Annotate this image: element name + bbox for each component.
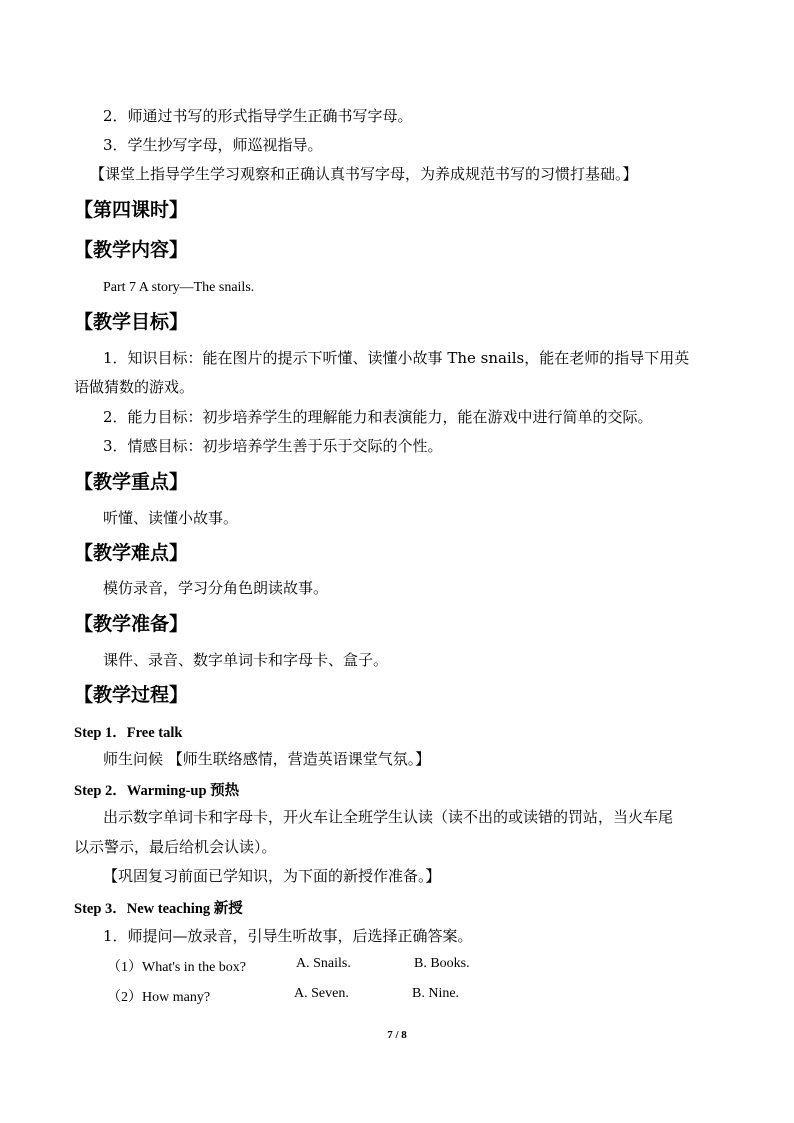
paragraph-goal-1a: 1．知识目标：能在图片的提示下听懂、读懂小故事 The snails，能在老师的指导下用英 — [103, 349, 690, 367]
question-2-option-b: B. Nine. — [412, 986, 460, 1001]
paragraph-goal-3: 3．情感目标：初步培养学生善于乐于交际的个性。 — [103, 437, 443, 455]
page-number: 7 / 8 — [387, 1029, 407, 1041]
step-2-note: 【巩固复习前面已学知识，为下面的新授作准备。】 — [103, 867, 441, 885]
question-1: （1）What's in the box? — [107, 960, 246, 975]
paragraph-content: Part 7 A story—The snails. — [103, 280, 255, 295]
heading-content: 【教学内容】 — [74, 239, 189, 261]
paragraph-goal-1b: 语做猜数的游戏。 — [74, 378, 195, 396]
step-2-text-a: 出示数字单词卡和字母卡，开火车让全班学生认读（读不出的或读错的罚站，当火车尾 — [103, 808, 674, 826]
question-1-option-b: B. Books. — [414, 956, 470, 971]
step-1-title: Step 1．Free talk — [74, 725, 183, 741]
heading-goals: 【教学目标】 — [74, 311, 189, 333]
paragraph-note: 【课堂上指导学生学习观察和正确认真书写字母，为养成规范书写的习惯打基础。】 — [90, 165, 638, 183]
step-3-text: 1．师提问—放录音，引导生听故事，后选择正确答案。 — [103, 927, 473, 945]
question-1-option-a: A. Snails. — [296, 956, 351, 971]
heading-key-points: 【教学重点】 — [74, 471, 189, 493]
paragraph-difficulties: 模仿录音，学习分角色朗读故事。 — [103, 579, 329, 597]
paragraph-key-points: 听懂、读懂小故事。 — [103, 509, 239, 527]
heading-preparation: 【教学准备】 — [74, 613, 189, 635]
step-1-text: 师生问候 【师生联络感情，营造英语课堂气氛。】 — [103, 750, 431, 768]
question-2-option-a: A. Seven. — [294, 986, 349, 1001]
heading-difficulties: 【教学难点】 — [74, 542, 189, 564]
paragraph-preparation: 课件、录音、数字单词卡和字母卡、盒子。 — [103, 651, 389, 669]
paragraph-step-2: 2．师通过书写的形式指导学生正确书写字母。 — [103, 107, 413, 125]
heading-lesson-4: 【第四课时】 — [74, 199, 189, 221]
paragraph-goal-2: 2．能力目标：初步培养学生的理解能力和表演能力，能在游戏中进行简单的交际。 — [103, 408, 653, 426]
question-2: （2）How many? — [107, 990, 211, 1005]
step-3-title: Step 3．New teaching 新授 — [74, 901, 243, 917]
heading-process: 【教学过程】 — [74, 684, 189, 706]
step-2-text-b: 以示警示，最后给机会认读）。 — [74, 838, 277, 856]
paragraph-step-3: 3．学生抄写字母，师巡视指导。 — [103, 136, 323, 154]
step-2-title: Step 2．Warming-up 预热 — [74, 783, 240, 799]
